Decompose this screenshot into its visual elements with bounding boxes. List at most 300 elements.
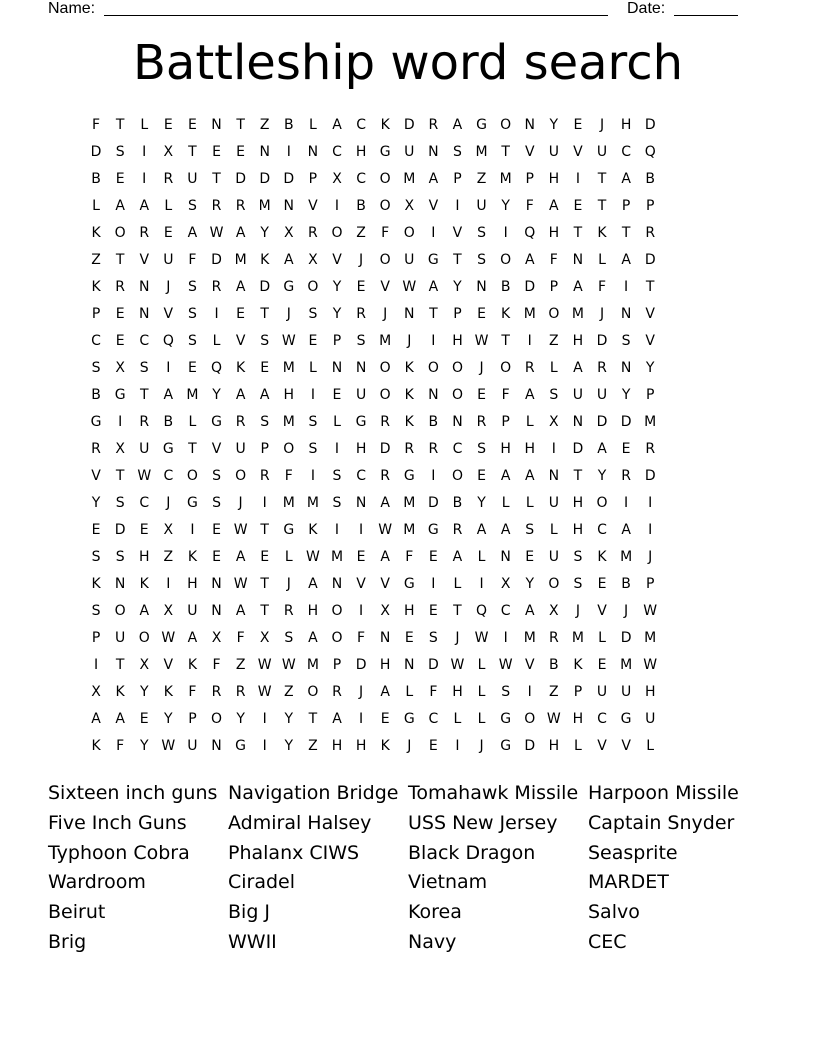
grid-letter: I xyxy=(431,467,436,484)
grid-letter: L xyxy=(405,683,414,700)
grid-letter: I xyxy=(334,440,340,457)
grid-letter: S xyxy=(115,143,125,160)
word-list-item: Korea xyxy=(408,901,462,924)
grid-letter: O xyxy=(379,170,391,187)
grid-letter: R xyxy=(621,467,631,484)
grid-letter: M xyxy=(234,251,247,268)
grid-letter: Q xyxy=(211,359,223,376)
grid-letter: X xyxy=(500,575,511,592)
grid-letter: F xyxy=(188,251,197,268)
grid-letter: U xyxy=(163,251,174,268)
grid-letter: I xyxy=(359,521,364,538)
word-list-item: Ciradel xyxy=(228,871,296,894)
grid-letter: M xyxy=(258,197,271,214)
grid-letter: H xyxy=(524,440,535,457)
grid-letter: J xyxy=(479,737,484,754)
grid-letter: M xyxy=(620,656,633,673)
grid-letter: D xyxy=(524,278,536,295)
grid-letter: N xyxy=(211,737,222,754)
grid-letter: B xyxy=(91,170,101,187)
grid-row xyxy=(84,624,732,651)
word-list-item: Harpoon Missile xyxy=(588,782,739,804)
grid-letter: I xyxy=(431,332,436,349)
grid-letter: O xyxy=(331,629,343,646)
grid-letter: R xyxy=(115,278,125,295)
grid-letter: A xyxy=(308,629,318,646)
grid-letter: N xyxy=(331,575,343,592)
grid-letter: N xyxy=(452,413,463,430)
grid-letter: S xyxy=(477,440,486,457)
grid-letter: N xyxy=(283,197,295,214)
grid-letter: H xyxy=(644,683,656,700)
grid-letter: U xyxy=(235,440,246,457)
grid-letter: K xyxy=(139,575,149,592)
grid-letter: I xyxy=(624,278,629,295)
word-list-item: MARDET xyxy=(588,871,669,894)
grid-letter: T xyxy=(260,521,269,538)
grid-letter: C xyxy=(452,440,463,457)
grid-letter: P xyxy=(525,170,534,187)
grid-letter: G xyxy=(379,143,391,160)
grid-letter: G xyxy=(186,494,198,511)
grid-letter: E xyxy=(139,710,149,727)
grid-letter: A xyxy=(476,521,487,538)
grid-letter: Z xyxy=(549,332,559,349)
grid-letter: J xyxy=(407,332,412,349)
word-list-item: Brig xyxy=(48,930,87,953)
grid-letter: M xyxy=(523,305,536,322)
grid-letter: S xyxy=(308,305,318,322)
grid-letter: O xyxy=(596,494,608,511)
grid-letter: I xyxy=(214,305,219,322)
grid-letter: S xyxy=(187,332,197,349)
grid-letter: Z xyxy=(308,737,318,754)
grid-letter: U xyxy=(139,440,150,457)
grid-letter: J xyxy=(455,629,460,646)
grid-letter: T xyxy=(597,197,607,214)
grid-letter: Z xyxy=(235,656,246,673)
grid-letter: S xyxy=(260,413,270,430)
grid-letter: L xyxy=(188,413,197,430)
grid-letter: F xyxy=(405,548,414,565)
grid-letter: L xyxy=(333,413,341,430)
grid-letter: R xyxy=(645,440,656,457)
grid-letter: N xyxy=(379,629,391,646)
grid-letter: J xyxy=(359,251,364,268)
grid-letter: X xyxy=(380,602,390,619)
grid-letter: C xyxy=(500,602,511,619)
grid-letter: A xyxy=(500,467,511,484)
grid-letter: D xyxy=(211,251,222,268)
grid-letter: F xyxy=(429,683,438,700)
grid-letter: J xyxy=(286,575,291,592)
grid-letter: I xyxy=(262,710,267,727)
grid-letter: K xyxy=(404,359,414,376)
grid-row xyxy=(84,435,732,462)
grid-letter: O xyxy=(379,197,391,214)
grid-row xyxy=(84,300,732,327)
grid-letter: X xyxy=(549,413,559,430)
grid-letter: O xyxy=(331,224,343,241)
grid-letter: U xyxy=(572,386,584,403)
grid-letter: S xyxy=(139,359,149,376)
grid-letter: W xyxy=(161,629,176,646)
grid-letter: Y xyxy=(236,710,245,727)
grid-letter: W xyxy=(378,521,393,538)
grid-letter: O xyxy=(379,359,391,376)
grid-letter: N xyxy=(500,548,511,565)
grid-letter: T xyxy=(188,143,197,160)
grid-letter: Y xyxy=(212,386,221,403)
grid-letter: G xyxy=(500,710,512,727)
grid-letter: W xyxy=(402,278,417,295)
grid-letter: G xyxy=(211,413,222,430)
grid-letter: H xyxy=(500,440,511,457)
grid-letter: S xyxy=(284,629,294,646)
grid-letter: A xyxy=(621,170,631,187)
grid-letter: L xyxy=(284,548,293,565)
grid-letter: T xyxy=(260,602,269,619)
grid-row xyxy=(84,246,732,273)
grid-letter: P xyxy=(549,278,559,295)
grid-row xyxy=(84,408,732,435)
grid-letter: U xyxy=(355,386,367,403)
grid-letter: A xyxy=(573,359,583,376)
grid-letter: D xyxy=(403,116,415,133)
grid-letter: E xyxy=(260,359,270,376)
grid-letter: H xyxy=(548,737,560,754)
grid-letter: X xyxy=(549,602,559,619)
grid-letter: R xyxy=(356,305,366,322)
grid-letter: G xyxy=(403,710,415,727)
grid-letter: S xyxy=(308,413,318,430)
grid-letter: M xyxy=(499,170,512,187)
grid-row xyxy=(84,597,732,624)
word-list-item: Five Inch Guns xyxy=(48,811,187,834)
grid-letter: T xyxy=(621,224,631,241)
grid-letter: A xyxy=(235,278,246,295)
grid-letter: E xyxy=(332,386,342,403)
grid-letter: O xyxy=(451,467,463,484)
grid-letter: N xyxy=(138,278,150,295)
grid-letter: N xyxy=(211,116,222,133)
grid-letter: J xyxy=(359,683,364,700)
grid-letter: O xyxy=(403,224,415,241)
grid-letter: U xyxy=(187,602,198,619)
grid-letter: G xyxy=(403,467,415,484)
grid-letter: N xyxy=(620,359,632,376)
grid-letter: I xyxy=(359,710,364,727)
grid-letter: V xyxy=(332,251,342,268)
grid-letter: X xyxy=(332,170,342,187)
grid-letter: T xyxy=(645,278,655,295)
grid-letter: T xyxy=(115,251,125,268)
grid-letter: J xyxy=(286,305,291,322)
grid-letter: K xyxy=(404,386,414,403)
grid-letter: L xyxy=(598,251,606,268)
grid-letter: N xyxy=(428,386,439,403)
grid-letter: K xyxy=(163,683,173,700)
grid-letter: L xyxy=(477,548,486,565)
grid-letter: P xyxy=(621,197,631,214)
grid-letter: I xyxy=(334,521,340,538)
grid-letter: F xyxy=(549,251,558,268)
grid-letter: H xyxy=(404,602,415,619)
grid-letter: O xyxy=(331,602,343,619)
grid-letter: D xyxy=(644,251,656,268)
grid-letter: I xyxy=(93,656,99,673)
grid-letter: H xyxy=(620,116,632,133)
grid-letter: F xyxy=(381,224,390,241)
grid-letter: O xyxy=(451,359,463,376)
grid-letter: C xyxy=(139,332,150,349)
grid-letter: K xyxy=(501,305,511,322)
grid-letter: A xyxy=(428,278,439,295)
grid-letter: S xyxy=(428,629,438,646)
word-list-item: Tomahawk Missile xyxy=(408,782,579,804)
grid-letter: G xyxy=(283,278,295,295)
grid-letter: B xyxy=(500,278,511,295)
grid-row xyxy=(84,678,732,705)
grid-letter: R xyxy=(476,413,487,430)
grid-letter: Y xyxy=(549,116,559,133)
grid-letter: T xyxy=(188,440,197,457)
grid-letter: A xyxy=(139,197,150,214)
grid-letter: F xyxy=(212,656,221,673)
grid-letter: X xyxy=(91,683,101,700)
grid-letter: M xyxy=(571,629,584,646)
grid-letter: P xyxy=(332,332,342,349)
grid-row xyxy=(84,354,732,381)
grid-letter: L xyxy=(477,710,486,727)
grid-letter: P xyxy=(501,413,510,430)
grid-letter: O xyxy=(114,224,126,241)
grid-letter: E xyxy=(621,440,631,457)
grid-letter: L xyxy=(477,683,486,700)
grid-letter: S xyxy=(573,575,583,592)
grid-letter: N xyxy=(355,494,367,511)
grid-letter: Y xyxy=(501,197,510,214)
grid-letter: J xyxy=(599,116,605,133)
grid-letter: R xyxy=(548,629,559,646)
grid-letter: E xyxy=(163,224,173,241)
grid-letter: B xyxy=(428,413,439,430)
grid-letter: A xyxy=(524,251,535,268)
grid-letter: P xyxy=(188,710,197,727)
grid-letter: U xyxy=(476,197,487,214)
name-blank-line xyxy=(104,15,608,16)
grid-letter: N xyxy=(476,278,487,295)
grid-letter: B xyxy=(283,116,294,133)
grid-letter: O xyxy=(379,251,391,268)
grid-letter: I xyxy=(359,602,364,619)
grid-letter: T xyxy=(501,143,510,160)
grid-letter: J xyxy=(648,548,653,565)
grid-letter: F xyxy=(92,116,101,133)
grid-letter: A xyxy=(259,386,270,403)
grid-letter: Y xyxy=(645,359,655,376)
grid-letter: Y xyxy=(332,278,342,295)
grid-letter: N xyxy=(404,656,415,673)
grid-row xyxy=(84,489,732,516)
grid-letter: E xyxy=(308,332,318,349)
grid-letter: W xyxy=(161,737,176,754)
grid-letter: L xyxy=(92,197,100,214)
grid-letter: G xyxy=(235,737,247,754)
letter-grid xyxy=(84,111,732,759)
grid-letter: D xyxy=(283,170,295,187)
grid-letter: S xyxy=(332,467,342,484)
grid-letter: A xyxy=(187,224,198,241)
grid-letter: A xyxy=(332,116,342,133)
grid-letter: W xyxy=(233,575,248,592)
grid-letter: H xyxy=(379,656,391,673)
grid-letter: I xyxy=(310,386,315,403)
word-list-item: USS New Jersey xyxy=(408,811,558,834)
grid-letter: S xyxy=(187,305,197,322)
grid-letter: W xyxy=(233,521,248,538)
grid-letter: A xyxy=(380,494,390,511)
grid-letter: K xyxy=(404,413,414,430)
grid-letter: U xyxy=(187,170,198,187)
grid-letter: M xyxy=(644,629,657,646)
grid-letter: T xyxy=(260,575,269,592)
grid-letter: Z xyxy=(163,548,174,565)
grid-letter: Z xyxy=(356,224,366,241)
word-list-item: Vietnam xyxy=(408,871,488,894)
grid-letter: B xyxy=(452,494,463,511)
grid-letter: U xyxy=(645,710,656,727)
grid-letter: H xyxy=(331,737,343,754)
grid-letter: S xyxy=(212,494,221,511)
grid-letter: C xyxy=(621,143,631,160)
grid-letter: Z xyxy=(259,116,270,133)
grid-letter: E xyxy=(187,359,197,376)
grid-letter: E xyxy=(597,656,607,673)
grid-letter: E xyxy=(115,305,125,322)
grid-letter: Y xyxy=(597,467,607,484)
grid-letter: S xyxy=(115,494,125,511)
grid-letter: R xyxy=(163,170,174,187)
grid-letter: O xyxy=(500,251,512,268)
grid-letter: U xyxy=(115,629,126,646)
grid-letter: V xyxy=(597,737,607,754)
grid-letter: D xyxy=(90,143,102,160)
grid-letter: R xyxy=(235,683,246,700)
grid-letter: X xyxy=(163,143,174,160)
grid-letter: W xyxy=(257,656,272,673)
grid-letter: N xyxy=(211,602,222,619)
grid-letter: R xyxy=(404,440,415,457)
grid-letter: L xyxy=(501,494,510,511)
grid-letter: A xyxy=(163,386,174,403)
grid-letter: J xyxy=(599,305,605,322)
grid-letter: T xyxy=(573,467,583,484)
grid-letter: O xyxy=(524,710,536,727)
grid-letter: U xyxy=(187,737,198,754)
grid-letter: F xyxy=(501,386,510,403)
grid-letter: M xyxy=(379,332,392,349)
grid-letter: V xyxy=(91,467,101,484)
grid-letter: R xyxy=(235,197,246,214)
word-list-item: Navy xyxy=(408,930,457,953)
word-list-item: Wardroom xyxy=(48,871,146,894)
grid-letter: M xyxy=(620,548,633,565)
grid-letter: Z xyxy=(91,251,101,268)
grid-letter: L xyxy=(453,710,462,727)
grid-letter: L xyxy=(308,116,317,133)
grid-letter: K xyxy=(597,548,607,565)
grid-letter: K xyxy=(91,737,101,754)
grid-letter: K xyxy=(380,737,390,754)
grid-letter: D xyxy=(114,521,126,538)
grid-letter: I xyxy=(455,737,460,754)
grid-letter: Y xyxy=(525,575,535,592)
grid-letter: E xyxy=(212,548,221,565)
grid-letter: L xyxy=(525,494,534,511)
grid-letter: N xyxy=(404,305,415,322)
grid-letter: A xyxy=(115,710,125,727)
grid-letter: W xyxy=(643,602,658,619)
grid-letter: D xyxy=(427,494,439,511)
grid-letter: S xyxy=(573,548,583,565)
grid-row xyxy=(84,192,732,219)
word-list-item: Captain Snyder xyxy=(588,811,735,834)
grid-letter: N xyxy=(620,305,632,322)
grid-letter: Q xyxy=(476,602,488,619)
grid-letter: O xyxy=(211,710,223,727)
grid-letter: B xyxy=(645,170,655,187)
grid-letter: K xyxy=(308,521,318,538)
grid-letter: I xyxy=(503,629,508,646)
grid-letter: T xyxy=(308,710,318,727)
grid-letter: O xyxy=(379,386,391,403)
grid-letter: M xyxy=(403,521,416,538)
grid-letter: I xyxy=(648,494,653,511)
grid-letter: D xyxy=(644,467,656,484)
grid-letter: F xyxy=(236,629,245,646)
grid-letter: T xyxy=(260,305,269,322)
grid-letter: A xyxy=(235,548,246,565)
grid-letter: S xyxy=(212,467,221,484)
grid-letter: N xyxy=(307,143,319,160)
grid-letter: E xyxy=(525,548,535,565)
grid-letter: T xyxy=(501,332,510,349)
grid-row xyxy=(84,165,732,192)
grid-letter: A xyxy=(597,440,607,457)
grid-letter: V xyxy=(452,224,463,241)
grid-letter: A xyxy=(91,710,101,727)
grid-letter: T xyxy=(453,602,462,619)
grid-letter: A xyxy=(187,629,198,646)
grid-letter: G xyxy=(90,413,102,430)
grid-letter: D xyxy=(427,656,439,673)
grid-letter: C xyxy=(163,467,174,484)
grid-letter: I xyxy=(142,170,147,187)
word-list-item: WWII xyxy=(228,930,277,953)
grid-letter: E xyxy=(380,710,390,727)
grid-letter: C xyxy=(332,143,342,160)
grid-letter: P xyxy=(308,170,318,187)
grid-letter: X xyxy=(211,629,222,646)
date-label: Date: xyxy=(627,0,666,17)
name-label: Name: xyxy=(48,0,96,17)
grid-letter: R xyxy=(597,359,607,376)
grid-letter: O xyxy=(114,602,126,619)
grid-letter: W xyxy=(474,629,489,646)
word-list-item: Navigation Bridge xyxy=(228,782,399,804)
grid-letter: L xyxy=(453,575,462,592)
